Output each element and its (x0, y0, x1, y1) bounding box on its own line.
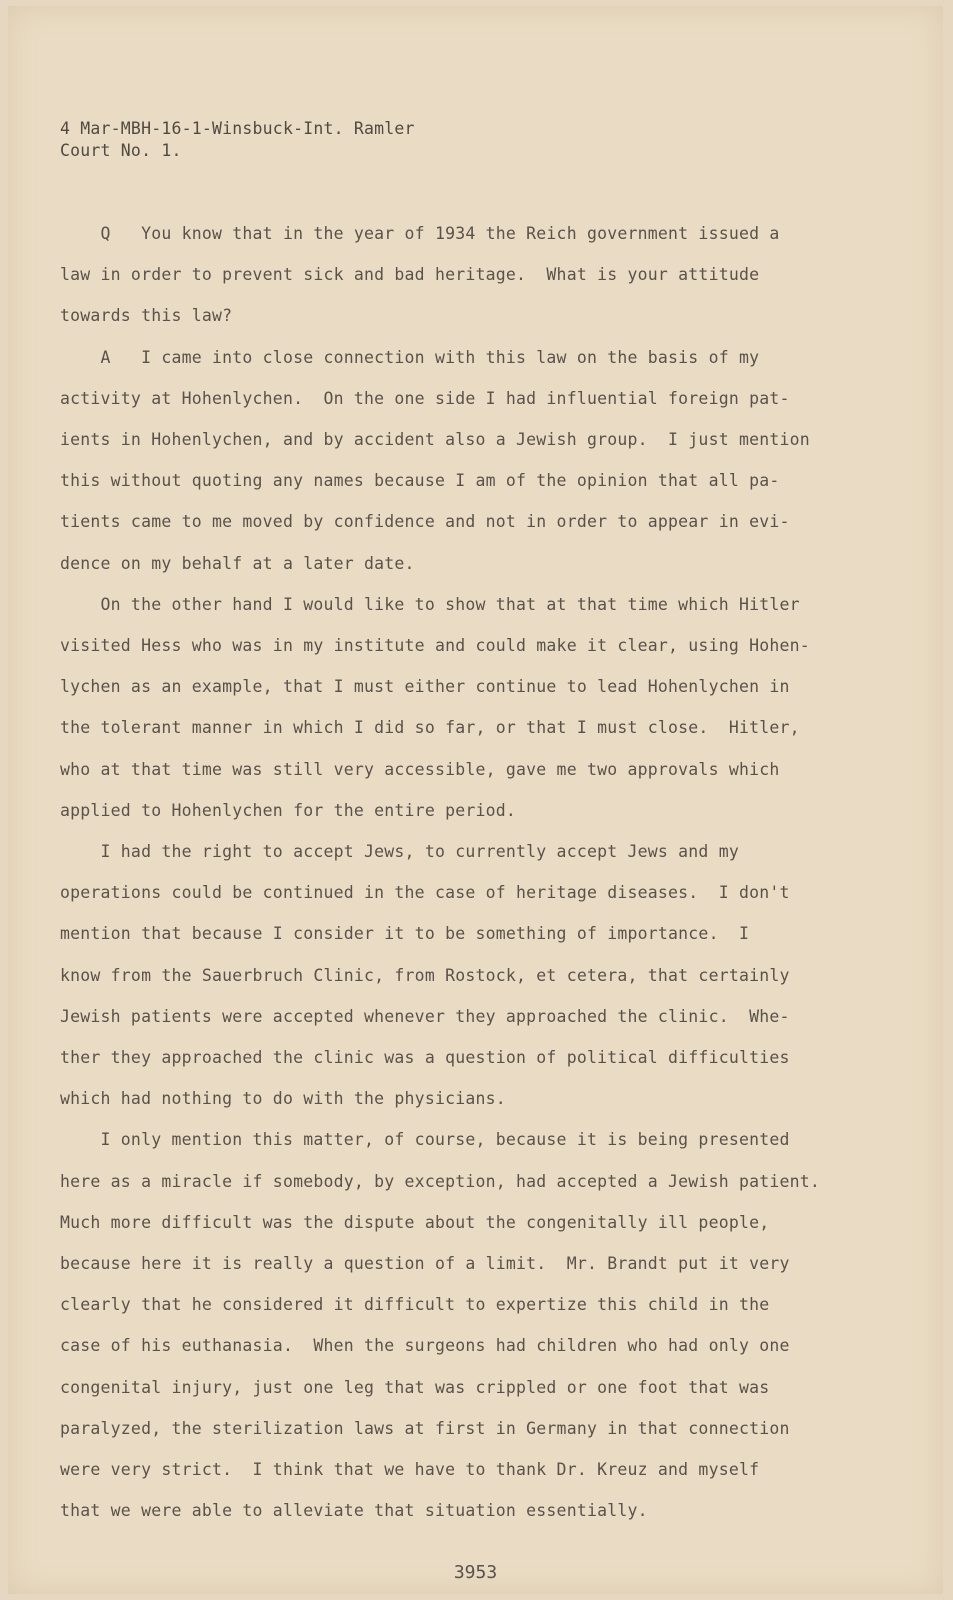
text-line: were very strict. I think that we have to thank Dr. Kreuz and myself (60, 1460, 760, 1480)
text-line: activity at Hohenlychen. On the one side I had influential foreign pat- (60, 388, 790, 408)
text-line: operations could be continued in the case of heritage diseases. I don't (60, 883, 790, 903)
text-line: tients came to me moved by confidence and not in order to appear in evi- (60, 512, 790, 532)
text-line: clearly that he considered it difficult to expertize this child in the (60, 1295, 770, 1315)
text-line: ients in Hohenlychen, and by accident also a Jewish group. I just mention (60, 430, 810, 450)
text-line: here as a miracle if somebody, by exception, had accepted a Jewish patient. (60, 1171, 821, 1191)
text-line: which had nothing to do with the physicians. (60, 1089, 506, 1109)
text-line: because here it is really a question of a limit. Mr. Brandt put it very (60, 1254, 790, 1274)
transcript-body (60, 213, 850, 1532)
page-number: 3953 (453, 1562, 498, 1583)
text-line: towards this law? (60, 306, 233, 326)
text-line: congenital injury, just one leg that was crippled or one foot that was (60, 1377, 770, 1397)
text-line: know from the Sauerbruch Clinic, from Rostock, et cetera, that certainly (60, 965, 790, 985)
text-line: I only mention this matter, of course, because it is being presented (60, 1130, 790, 1150)
text-line: applied to Hohenlychen for the entire period. (60, 800, 517, 820)
header-reference-line: 4 Mar-MBH-16-1-Winsbuck-Int. Ramler (60, 119, 415, 138)
header-court-line: Court No. 1. (60, 141, 182, 160)
document-page (8, 6, 943, 1594)
text-line: who at that time was still very accessible, gave me two approvals which (60, 759, 780, 779)
text-line: ther they approached the clinic was a question of political difficulties (60, 1048, 790, 1068)
text-line: On the other hand I would like to show that at that time which Hitler (60, 594, 800, 614)
text-line: visited Hess who was in my institute and could make it clear, using Hohen- (60, 636, 810, 656)
text-line: law in order to prevent sick and bad heritage. What is your attitude (60, 265, 760, 285)
text-line: this without quoting any names because I am of the opinion that all pa- (60, 471, 780, 491)
text-line: mention that because I consider it to be something of importance. I (60, 924, 750, 944)
text-line: I had the right to accept Jews, to currently accept Jews and my (60, 842, 739, 862)
text-line: lychen as an example, that I must either continue to lead Hohenlychen in (60, 677, 790, 697)
text-line: A I came into close connection with this law on the basis of my (60, 347, 760, 367)
text-line: paralyzed, the sterilization laws at first in Germany in that connection (60, 1418, 790, 1438)
text-line: case of his euthanasia. When the surgeons had children who had only one (60, 1336, 790, 1356)
text-line: Q You know that in the year of 1934 the Reich government issued a (60, 224, 780, 243)
text-line: the tolerant manner in which I did so far, or that I must close. Hitler, (60, 718, 800, 738)
text-line: Much more difficult was the dispute about the congenitally ill people, (60, 1212, 770, 1232)
text-line: Jewish patients were accepted whenever they approached the clinic. Whe- (60, 1006, 790, 1026)
text-line: dence on my behalf at a later date. (60, 553, 415, 573)
text-line: that we were able to alleviate that situation essentially. (60, 1501, 648, 1521)
document-header (60, 118, 415, 162)
